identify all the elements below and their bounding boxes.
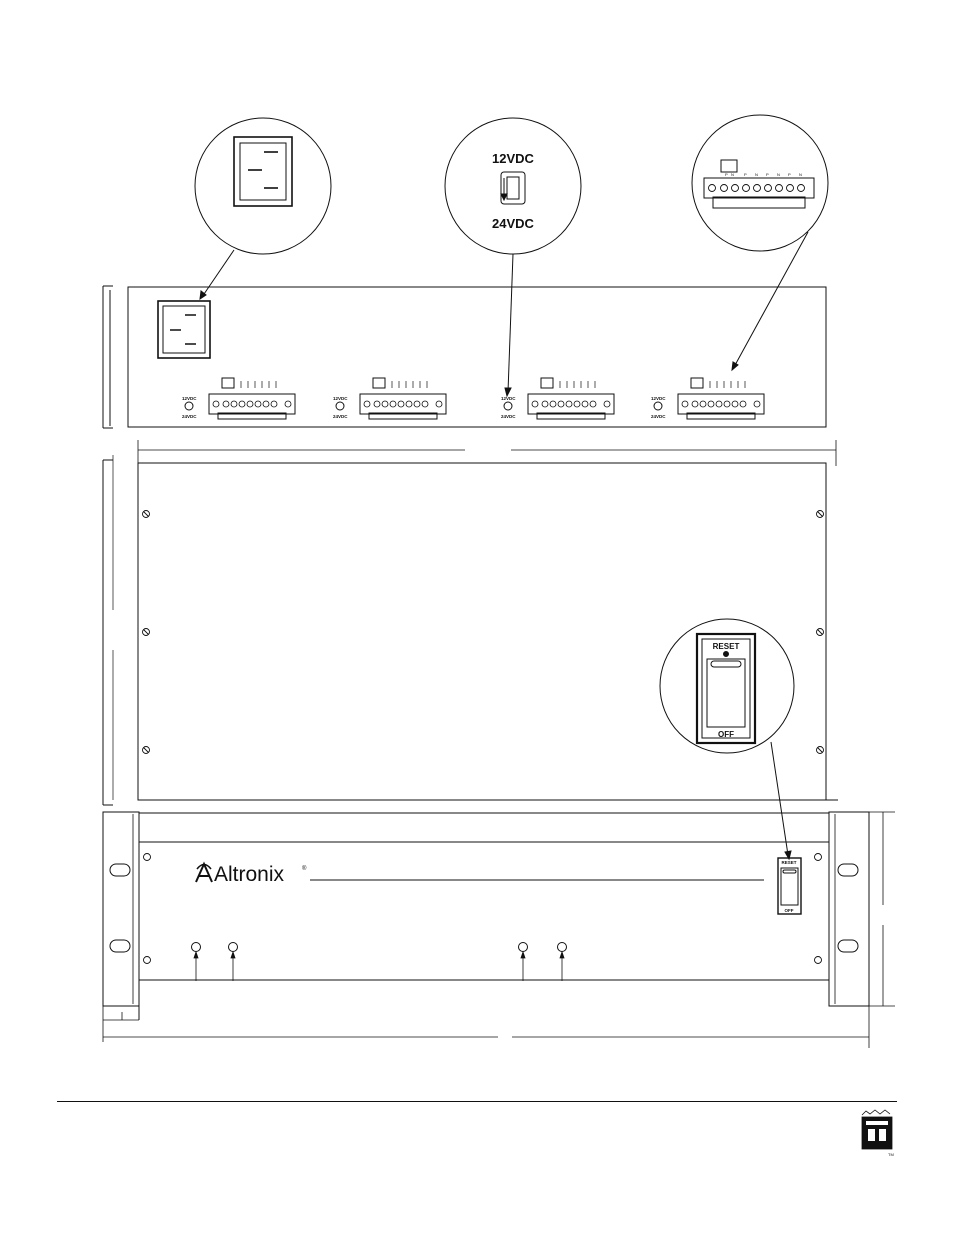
voltage-12-label: 12VDC: [492, 151, 534, 166]
callout-terminal-block: [692, 115, 828, 251]
dimension-line: [103, 812, 895, 1048]
svg-text:P: P: [725, 172, 728, 177]
svg-text:N: N: [755, 172, 758, 177]
leader-ac-inlet: [202, 250, 234, 297]
led-indicator: [558, 943, 567, 952]
mount-slot: [838, 864, 858, 876]
leader-voltage-select: [508, 254, 513, 392]
callout-ac-inlet: [195, 118, 331, 254]
leader-terminal-block: [734, 232, 808, 367]
svg-text:N: N: [799, 172, 802, 177]
svg-text:24VDC: 24VDC: [501, 414, 516, 419]
mount-slot: [838, 940, 858, 952]
svg-text:P: P: [766, 172, 769, 177]
off-label: OFF: [718, 730, 734, 739]
leader-reset-switch: [771, 742, 788, 855]
brand-registered-mark: ®: [302, 866, 307, 872]
callout-reset-switch: [660, 619, 794, 753]
led-indicator: [192, 943, 201, 952]
mount-slot: [110, 940, 130, 952]
output-module-4: [651, 378, 764, 419]
svg-text:RESET: RESET: [781, 860, 797, 865]
svg-text:OFF: OFF: [784, 908, 794, 913]
svg-text:12VDC: 12VDC: [651, 396, 666, 401]
led-indicator: [519, 943, 528, 952]
front-view: [103, 812, 869, 1020]
svg-text:P: P: [744, 172, 747, 177]
footer-rule: [57, 1101, 897, 1102]
mount-slot: [110, 864, 130, 876]
voltage-switch: [654, 402, 662, 410]
reset-switch[interactable]: [778, 858, 801, 914]
svg-text:12VDC: 12VDC: [333, 396, 348, 401]
arrow-head: [732, 362, 738, 370]
altronix-logo: [196, 864, 212, 882]
voltage-switch: [336, 402, 344, 410]
svg-text:24VDC: 24VDC: [182, 414, 197, 419]
output-module-3: [501, 378, 614, 419]
svg-text:N: N: [731, 172, 734, 177]
svg-text:12VDC: 12VDC: [182, 396, 197, 401]
rack-ear-left: [103, 812, 139, 1006]
union-shop-bug-icon: [862, 1110, 894, 1157]
svg-text:24VDC: 24VDC: [651, 414, 666, 419]
svg-text:TM: TM: [888, 1152, 894, 1157]
arrow-head: [505, 388, 511, 396]
svg-text:N: N: [777, 172, 780, 177]
ac-inlet: [158, 301, 210, 358]
reset-label: RESET: [712, 642, 740, 651]
voltage-switch: [185, 402, 193, 410]
voltage-24-label: 24VDC: [492, 216, 534, 231]
output-module-1: [182, 378, 295, 419]
output-module-2: [333, 378, 446, 419]
dimension-line: [138, 440, 836, 466]
svg-text:12VDC: 12VDC: [501, 396, 516, 401]
svg-text:P: P: [788, 172, 791, 177]
led-indicator: [229, 943, 238, 952]
voltage-switch: [504, 402, 512, 410]
brand-name: Altronix: [214, 863, 285, 886]
svg-text:24VDC: 24VDC: [333, 414, 348, 419]
callout-voltage-select: [445, 118, 581, 254]
